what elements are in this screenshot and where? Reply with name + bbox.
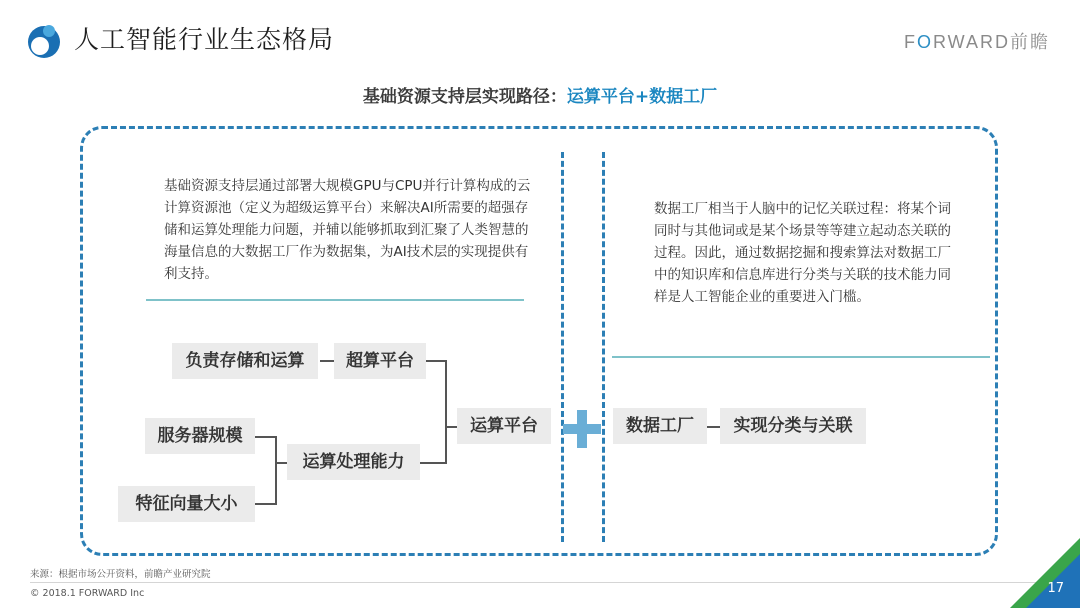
divider-right bbox=[602, 152, 605, 542]
right-description: 数据工厂相当于人脑中的记忆关联过程：将某个词同时与其他词或是某个场景等等建立起动态关联的过程。因此，通过数据挖掘和搜索算法对数据工厂中的知识库和信息库进行分类与关联的技术能力同样是人工智能企业的重要进入门槛。 bbox=[654, 201, 951, 305]
connector-feature bbox=[255, 503, 275, 505]
node-server-scale: 服务器规模 bbox=[145, 418, 255, 454]
connector-supercompute bbox=[425, 360, 445, 362]
logo-ball-icon bbox=[24, 20, 64, 60]
node-processing-capability: 运算处理能力 bbox=[287, 444, 420, 480]
source-note: 来源：根据市场公开资料，前瞻产业研究院 bbox=[30, 569, 211, 580]
left-rule bbox=[146, 299, 524, 301]
node-supercompute-platform: 超算平台 bbox=[334, 343, 426, 379]
node-feature-vector-size: 特征向量大小 bbox=[118, 486, 255, 522]
connector-right-vertical bbox=[445, 360, 447, 464]
plus-icon-bar bbox=[563, 424, 601, 434]
slide-subtitle bbox=[0, 82, 1080, 107]
copyright: © 2018.1 FORWARD Inc bbox=[30, 588, 145, 599]
connector-factory bbox=[707, 426, 720, 428]
left-description: 基础资源支持层通过部署大规模GPU与CPU并行计算构成的云计算资源池（定义为超级运算平台）来解决AI所需要的超强存储和运算处理能力问题，并辅以能够抓取到汇聚了人类智慧的海量信息的大数据工厂作为数据集，为AI技术层的实现提供有利支持。 bbox=[164, 178, 531, 282]
divider-left bbox=[561, 152, 564, 542]
brand-logo: FORWARD前瞻 bbox=[903, 32, 1050, 52]
connector-to-processing bbox=[275, 462, 287, 464]
subtitle-prefix: 基础资源支持层实现路径： bbox=[362, 87, 567, 107]
connector-processing bbox=[420, 462, 445, 464]
corner-decoration bbox=[990, 518, 1080, 608]
connector-to-platform bbox=[445, 426, 457, 428]
connector-server bbox=[255, 436, 275, 438]
connector-storage bbox=[320, 360, 334, 362]
page-number: 17 bbox=[1047, 581, 1064, 596]
node-classify-associate: 实现分类与关联 bbox=[720, 408, 866, 444]
connector-left-vertical bbox=[275, 436, 277, 505]
page-title: 人工智能行业生态格局 bbox=[74, 25, 335, 54]
right-rule bbox=[612, 356, 990, 358]
node-compute-platform: 运算平台 bbox=[457, 408, 551, 444]
footer-rule bbox=[30, 582, 1050, 583]
subtitle-highlight: 运算平台+数据工厂 bbox=[566, 87, 718, 107]
node-storage-compute: 负责存储和运算 bbox=[172, 343, 318, 379]
node-data-factory: 数据工厂 bbox=[613, 408, 707, 444]
